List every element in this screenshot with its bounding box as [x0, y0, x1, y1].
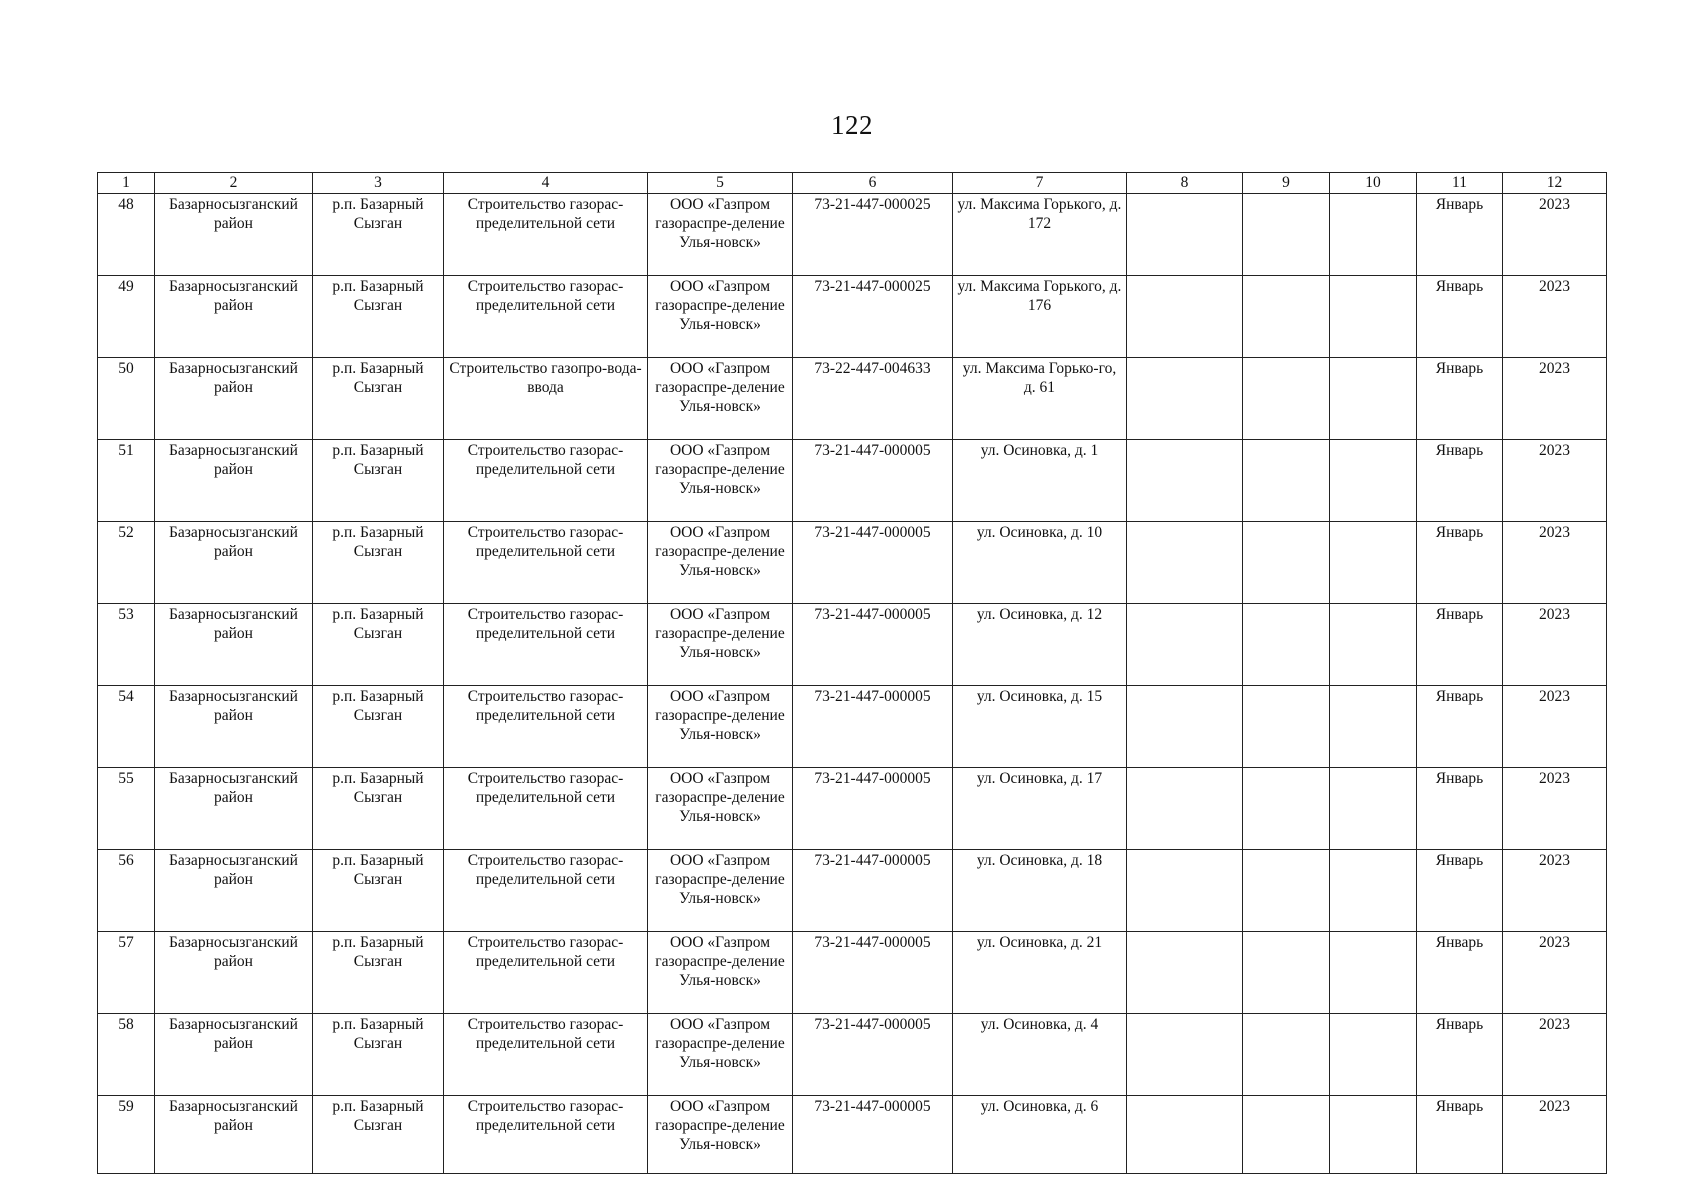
object-code-cell: 73-21-447-000005	[793, 604, 953, 686]
year-cell: 2023	[1503, 440, 1607, 522]
work-type-cell: Строительство газорас-пределительной сети	[444, 276, 648, 358]
table-row	[98, 686, 1607, 768]
column-9-cell	[1243, 1096, 1330, 1174]
table-row	[98, 194, 1607, 276]
address-cell: ул. Осиновка, д. 6	[953, 1096, 1127, 1174]
column-9-cell	[1243, 1014, 1330, 1096]
work-type-cell: Строительство газорас-пределительной сети	[444, 522, 648, 604]
organization-cell: ООО «Газпром газораспре-деление Улья-новск»	[648, 768, 793, 850]
year-cell: 2023	[1503, 1096, 1607, 1174]
organization-cell: ООО «Газпром газораспре-деление Улья-новск»	[648, 850, 793, 932]
district-cell: Базарносызганский район	[155, 932, 313, 1014]
column-10-cell	[1330, 604, 1417, 686]
table-row	[98, 768, 1607, 850]
work-type-cell: Строительство газорас-пределительной сети	[444, 850, 648, 932]
column-header: 3	[313, 173, 444, 194]
table-row	[98, 276, 1607, 358]
locality-cell: р.п. Базарный Сызган	[313, 686, 444, 768]
table-header	[98, 173, 1607, 194]
organization-cell: ООО «Газпром газораспре-деление Улья-новск»	[648, 358, 793, 440]
row-number-cell: 54	[98, 686, 155, 768]
month-cell: Январь	[1417, 358, 1503, 440]
column-10-cell	[1330, 850, 1417, 932]
column-10-cell	[1330, 522, 1417, 604]
column-8-cell	[1127, 440, 1243, 522]
object-code-cell: 73-21-447-000005	[793, 1096, 953, 1174]
work-type-cell: Строительство газорас-пределительной сети	[444, 604, 648, 686]
column-header: 2	[155, 173, 313, 194]
column-8-cell	[1127, 768, 1243, 850]
column-header: 7	[953, 173, 1127, 194]
district-cell: Базарносызганский район	[155, 768, 313, 850]
table-row	[98, 604, 1607, 686]
work-type-cell: Строительство газорас-пределительной сети	[444, 932, 648, 1014]
object-code-cell: 73-21-447-000005	[793, 522, 953, 604]
row-number-cell: 48	[98, 194, 155, 276]
address-cell: ул. Максима Горько-го, д. 61	[953, 358, 1127, 440]
locality-cell: р.п. Базарный Сызган	[313, 850, 444, 932]
organization-cell: ООО «Газпром газораспре-деление Улья-новск»	[648, 604, 793, 686]
month-cell: Январь	[1417, 1096, 1503, 1174]
registry-table-container	[97, 172, 1606, 1174]
row-number-cell: 53	[98, 604, 155, 686]
address-cell: ул. Осиновка, д. 1	[953, 440, 1127, 522]
year-cell: 2023	[1503, 1014, 1607, 1096]
row-number-cell: 59	[98, 1096, 155, 1174]
column-10-cell	[1330, 1014, 1417, 1096]
column-8-cell	[1127, 604, 1243, 686]
district-cell: Базарносызганский район	[155, 604, 313, 686]
column-10-cell	[1330, 276, 1417, 358]
address-cell: ул. Осиновка, д. 17	[953, 768, 1127, 850]
address-cell: ул. Осиновка, д. 18	[953, 850, 1127, 932]
column-9-cell	[1243, 194, 1330, 276]
address-cell: ул. Осиновка, д. 4	[953, 1014, 1127, 1096]
organization-cell: ООО «Газпром газораспре-деление Улья-новск»	[648, 1014, 793, 1096]
column-9-cell	[1243, 522, 1330, 604]
month-cell: Январь	[1417, 522, 1503, 604]
object-code-cell: 73-21-447-000005	[793, 850, 953, 932]
district-cell: Базарносызганский район	[155, 686, 313, 768]
locality-cell: р.п. Базарный Сызган	[313, 1014, 444, 1096]
month-cell: Январь	[1417, 276, 1503, 358]
organization-cell: ООО «Газпром газораспре-деление Улья-новск»	[648, 686, 793, 768]
table-row	[98, 932, 1607, 1014]
column-8-cell	[1127, 194, 1243, 276]
column-9-cell	[1243, 358, 1330, 440]
column-9-cell	[1243, 604, 1330, 686]
column-8-cell	[1127, 358, 1243, 440]
month-cell: Январь	[1417, 604, 1503, 686]
year-cell: 2023	[1503, 850, 1607, 932]
address-cell: ул. Осиновка, д. 12	[953, 604, 1127, 686]
address-cell: ул. Максима Горького, д. 172	[953, 194, 1127, 276]
row-number-cell: 58	[98, 1014, 155, 1096]
locality-cell: р.п. Базарный Сызган	[313, 358, 444, 440]
column-header: 10	[1330, 173, 1417, 194]
organization-cell: ООО «Газпром газораспре-деление Улья-новск»	[648, 276, 793, 358]
locality-cell: р.п. Базарный Сызган	[313, 440, 444, 522]
object-code-cell: 73-21-447-000005	[793, 932, 953, 1014]
district-cell: Базарносызганский район	[155, 358, 313, 440]
month-cell: Январь	[1417, 932, 1503, 1014]
work-type-cell: Строительство газорас-пределительной сети	[444, 768, 648, 850]
table-row	[98, 358, 1607, 440]
header-row	[98, 173, 1607, 194]
column-10-cell	[1330, 194, 1417, 276]
year-cell: 2023	[1503, 276, 1607, 358]
object-code-cell: 73-21-447-000005	[793, 440, 953, 522]
object-code-cell: 73-21-447-000025	[793, 276, 953, 358]
address-cell: ул. Осиновка, д. 21	[953, 932, 1127, 1014]
locality-cell: р.п. Базарный Сызган	[313, 276, 444, 358]
column-9-cell	[1243, 686, 1330, 768]
district-cell: Базарносызганский район	[155, 1014, 313, 1096]
year-cell: 2023	[1503, 932, 1607, 1014]
locality-cell: р.п. Базарный Сызган	[313, 604, 444, 686]
column-9-cell	[1243, 932, 1330, 1014]
table-row	[98, 440, 1607, 522]
table-row	[98, 522, 1607, 604]
object-code-cell: 73-21-447-000005	[793, 768, 953, 850]
column-9-cell	[1243, 440, 1330, 522]
column-10-cell	[1330, 358, 1417, 440]
address-cell: ул. Максима Горького, д. 176	[953, 276, 1127, 358]
year-cell: 2023	[1503, 686, 1607, 768]
work-type-cell: Строительство газорас-пределительной сети	[444, 1014, 648, 1096]
registry-table	[97, 172, 1607, 1174]
locality-cell: р.п. Базарный Сызган	[313, 1096, 444, 1174]
object-code-cell: 73-22-447-004633	[793, 358, 953, 440]
column-header: 5	[648, 173, 793, 194]
column-10-cell	[1330, 768, 1417, 850]
locality-cell: р.п. Базарный Сызган	[313, 932, 444, 1014]
column-9-cell	[1243, 850, 1330, 932]
organization-cell: ООО «Газпром газораспре-деление Улья-новск»	[648, 932, 793, 1014]
row-number-cell: 50	[98, 358, 155, 440]
year-cell: 2023	[1503, 604, 1607, 686]
district-cell: Базарносызганский район	[155, 850, 313, 932]
table-body	[98, 194, 1607, 1174]
address-cell: ул. Осиновка, д. 15	[953, 686, 1127, 768]
table-row	[98, 1096, 1607, 1174]
object-code-cell: 73-21-447-000005	[793, 1014, 953, 1096]
organization-cell: ООО «Газпром газораспре-деление Улья-новск»	[648, 194, 793, 276]
column-8-cell	[1127, 1014, 1243, 1096]
column-header: 8	[1127, 173, 1243, 194]
column-8-cell	[1127, 522, 1243, 604]
table-row	[98, 850, 1607, 932]
month-cell: Январь	[1417, 440, 1503, 522]
column-9-cell	[1243, 768, 1330, 850]
district-cell: Базарносызганский район	[155, 1096, 313, 1174]
column-10-cell	[1330, 686, 1417, 768]
column-8-cell	[1127, 850, 1243, 932]
column-9-cell	[1243, 276, 1330, 358]
month-cell: Январь	[1417, 194, 1503, 276]
year-cell: 2023	[1503, 522, 1607, 604]
district-cell: Базарносызганский район	[155, 276, 313, 358]
work-type-cell: Строительство газорас-пределительной сети	[444, 686, 648, 768]
row-number-cell: 51	[98, 440, 155, 522]
object-code-cell: 73-21-447-000005	[793, 686, 953, 768]
organization-cell: ООО «Газпром газораспре-деление Улья-новск»	[648, 1096, 793, 1174]
locality-cell: р.п. Базарный Сызган	[313, 768, 444, 850]
row-number-cell: 57	[98, 932, 155, 1014]
work-type-cell: Строительство газорас-пределительной сети	[444, 194, 648, 276]
object-code-cell: 73-21-447-000025	[793, 194, 953, 276]
table-row	[98, 1014, 1607, 1096]
year-cell: 2023	[1503, 194, 1607, 276]
locality-cell: р.п. Базарный Сызган	[313, 194, 444, 276]
month-cell: Январь	[1417, 686, 1503, 768]
year-cell: 2023	[1503, 358, 1607, 440]
district-cell: Базарносызганский район	[155, 522, 313, 604]
column-10-cell	[1330, 932, 1417, 1014]
column-8-cell	[1127, 686, 1243, 768]
row-number-cell: 49	[98, 276, 155, 358]
year-cell: 2023	[1503, 768, 1607, 850]
column-8-cell	[1127, 1096, 1243, 1174]
month-cell: Январь	[1417, 768, 1503, 850]
column-header: 9	[1243, 173, 1330, 194]
column-8-cell	[1127, 932, 1243, 1014]
address-cell: ул. Осиновка, д. 10	[953, 522, 1127, 604]
row-number-cell: 55	[98, 768, 155, 850]
page-number: 122	[831, 110, 873, 140]
organization-cell: ООО «Газпром газораспре-деление Улья-новск»	[648, 440, 793, 522]
district-cell: Базарносызганский район	[155, 440, 313, 522]
organization-cell: ООО «Газпром газораспре-деление Улья-новск»	[648, 522, 793, 604]
column-header: 12	[1503, 173, 1607, 194]
column-header: 4	[444, 173, 648, 194]
district-cell: Базарносызганский район	[155, 194, 313, 276]
month-cell: Январь	[1417, 1014, 1503, 1096]
work-type-cell: Строительство газопро-вода-ввода	[444, 358, 648, 440]
column-header: 11	[1417, 173, 1503, 194]
column-10-cell	[1330, 1096, 1417, 1174]
column-8-cell	[1127, 276, 1243, 358]
row-number-cell: 56	[98, 850, 155, 932]
column-header: 1	[98, 173, 155, 194]
work-type-cell: Строительство газорас-пределительной сети	[444, 1096, 648, 1174]
work-type-cell: Строительство газорас-пределительной сети	[444, 440, 648, 522]
column-header: 6	[793, 173, 953, 194]
row-number-cell: 52	[98, 522, 155, 604]
month-cell: Январь	[1417, 850, 1503, 932]
locality-cell: р.п. Базарный Сызган	[313, 522, 444, 604]
column-10-cell	[1330, 440, 1417, 522]
